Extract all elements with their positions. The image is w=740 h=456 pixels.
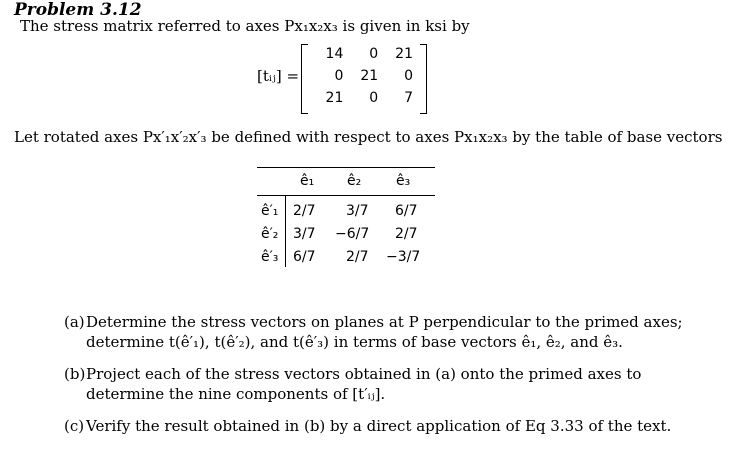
question-label: (b) bbox=[64, 365, 86, 383]
col-header: ê₃ bbox=[396, 173, 411, 189]
question-text: Determine the stress vectors on planes at P perpendicular to the primed axes; determine t(ê′₁), t(ê′₂), and t(ê′₃) in terms of base vectors ê₁, ê₂, and ê₃. bbox=[86, 313, 683, 351]
row-header: ê′₃ bbox=[261, 249, 279, 265]
matrix-cell: 21 bbox=[325, 90, 344, 106]
table-cell: −6/7 bbox=[335, 226, 370, 242]
matrix-row bbox=[311, 46, 417, 62]
table-cell: 6/7 bbox=[293, 249, 316, 265]
stress-matrix bbox=[301, 44, 427, 112]
col-header: ê₁ bbox=[300, 173, 315, 189]
left-bracket bbox=[301, 44, 308, 114]
table-header-rule bbox=[257, 195, 435, 196]
rotated-axes-paragraph: Let rotated axes Px′₁x′₂x′₃ be defined with respect to axes Px₁x₂x₃ by the table of base vectors bbox=[14, 128, 723, 146]
matrix-cell: 0 bbox=[334, 68, 344, 84]
matrix-cell: 0 bbox=[404, 68, 413, 84]
question-label: (c) bbox=[64, 417, 85, 435]
question-item bbox=[64, 364, 724, 404]
row-header: ê′₂ bbox=[261, 226, 279, 242]
question-label: (a) bbox=[64, 313, 85, 331]
row-header: ê′₁ bbox=[261, 203, 279, 219]
matrix-cell: 21 bbox=[395, 46, 413, 62]
question-item bbox=[64, 312, 724, 352]
table-cell: 3/7 bbox=[346, 203, 369, 219]
col-header: ê₂ bbox=[347, 173, 362, 189]
table-cell: 2/7 bbox=[293, 203, 316, 219]
right-bracket bbox=[420, 44, 427, 114]
question-text: Project each of the stress vectors obtained in (a) onto the primed axes to determine the nine components of [t′ᵢⱼ]. bbox=[86, 365, 642, 403]
matrix-row bbox=[311, 68, 417, 84]
question-text: Verify the result obtained in (b) by a direct application of Eq 3.33 of the text. bbox=[86, 417, 672, 435]
matrix-cell: 21 bbox=[360, 68, 379, 84]
intro-text: The stress matrix referred to axes Px₁x₂x₃ is given in ksi by bbox=[20, 17, 470, 35]
question-list bbox=[64, 312, 724, 436]
matrix-cell: 7 bbox=[404, 90, 413, 106]
problem-title: Problem 3.12 bbox=[14, 0, 142, 20]
table-vertical-rule bbox=[285, 195, 286, 267]
matrix-cell: 14 bbox=[325, 46, 344, 62]
matrix-cell: 0 bbox=[369, 90, 379, 106]
matrix-row bbox=[311, 90, 417, 106]
table-top-rule bbox=[257, 167, 435, 168]
matrix-cell: 0 bbox=[369, 46, 379, 62]
table-cell: 3/7 bbox=[293, 226, 316, 242]
matrix-label: [tᵢⱼ] = bbox=[257, 67, 300, 85]
table-cell: 2/7 bbox=[395, 226, 418, 242]
table-cell: 2/7 bbox=[346, 249, 369, 265]
table-cell: 6/7 bbox=[395, 203, 418, 219]
table-cell: −3/7 bbox=[386, 249, 421, 265]
question-item bbox=[64, 416, 724, 436]
